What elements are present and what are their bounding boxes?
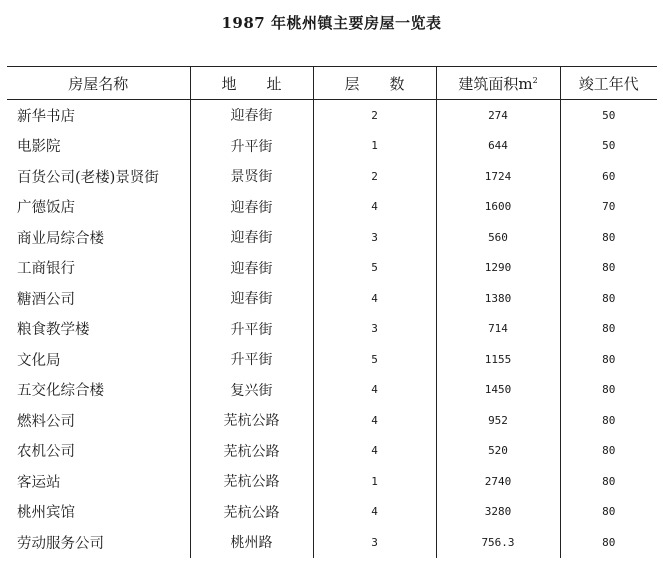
cell-name: 劳动服务公司 [17,535,104,552]
cell-floors: 5 [313,253,436,284]
cell-address: 迎春街 [190,253,313,284]
table-row [7,497,657,528]
header-row [7,67,657,100]
header-area-superscript: 2 [532,75,538,85]
cell-name: 文化局 [17,352,61,369]
table-row [7,375,657,406]
cell-address: 景贤街 [190,161,313,192]
cell-floors: 4 [313,192,436,223]
housing-table [7,66,657,558]
cell-area: 952 [436,405,560,436]
cell-year: 80 [560,283,657,314]
cell-area: 560 [436,222,560,253]
cell-address: 芜杭公路 [190,466,313,497]
header-floors: 层 数 [313,67,436,100]
table-title: 1987 年桃州镇主要房屋一览表 [221,14,442,32]
table-row [7,314,657,345]
cell-floors: 3 [313,222,436,253]
cell-year: 50 [560,131,657,162]
cell-area: 1290 [436,253,560,284]
table-row [7,527,657,558]
cell-year: 80 [560,527,657,558]
cell-area: 644 [436,131,560,162]
cell-name: 桃州宾馆 [17,505,75,522]
cell-area: 1600 [436,192,560,223]
cell-address: 迎春街 [190,192,313,223]
table-row [7,222,657,253]
cell-address: 迎春街 [190,283,313,314]
cell-year: 80 [560,344,657,375]
cell-year: 80 [560,253,657,284]
cell-area: 2740 [436,466,560,497]
cell-address: 升平街 [190,131,313,162]
cell-floors: 4 [313,497,436,528]
table-row [7,161,657,192]
cell-name: 糖酒公司 [17,291,75,308]
cell-name: 电影院 [17,139,61,156]
cell-floors: 3 [313,527,436,558]
cell-address: 桃州路 [190,527,313,558]
cell-address: 复兴街 [190,375,313,406]
cell-name: 粮食教学楼 [17,322,90,339]
cell-year: 50 [560,100,657,131]
cell-floors: 3 [313,314,436,345]
table-row [7,100,657,131]
table-row [7,253,657,284]
header-name: 房屋名称 [7,67,190,100]
cell-floors: 1 [313,466,436,497]
cell-address: 升平街 [190,344,313,375]
cell-floors: 4 [313,436,436,467]
table-row [7,436,657,467]
cell-area: 274 [436,100,560,131]
cell-floors: 2 [313,161,436,192]
header-area [436,67,560,100]
cell-year: 80 [560,222,657,253]
cell-name: 新华书店 [17,108,75,125]
cell-year: 80 [560,497,657,528]
cell-year: 70 [560,192,657,223]
cell-floors: 2 [313,100,436,131]
header-year: 竣工年代 [560,67,657,100]
cell-name: 客运站 [17,474,61,491]
cell-name: 农机公司 [17,444,75,461]
cell-name: 燃料公司 [17,413,75,430]
cell-name: 商业局综合楼 [17,230,104,247]
header-area-label: 建筑面积m [458,74,533,93]
cell-area: 714 [436,314,560,345]
cell-floors: 1 [313,131,436,162]
cell-floors: 5 [313,344,436,375]
cell-address: 升平街 [190,314,313,345]
cell-year: 80 [560,405,657,436]
cell-floors: 4 [313,405,436,436]
cell-address: 迎春街 [190,100,313,131]
table-row [7,192,657,223]
header-address: 地 址 [190,67,313,100]
cell-floors: 4 [313,375,436,406]
cell-area: 1155 [436,344,560,375]
cell-name: 广德饭店 [17,200,75,217]
cell-address: 芜杭公路 [190,405,313,436]
cell-year: 80 [560,314,657,345]
cell-area: 520 [436,436,560,467]
cell-year: 80 [560,436,657,467]
cell-address: 迎春街 [190,222,313,253]
cell-year: 80 [560,375,657,406]
table-row [7,131,657,162]
table-row [7,283,657,314]
cell-floors: 4 [313,283,436,314]
cell-area: 1724 [436,161,560,192]
cell-area: 1450 [436,375,560,406]
cell-name: 工商银行 [17,261,75,278]
cell-name: 五交化综合楼 [17,383,104,400]
cell-year: 60 [560,161,657,192]
cell-year: 80 [560,466,657,497]
cell-area: 1380 [436,283,560,314]
cell-address: 芜杭公路 [190,436,313,467]
cell-address: 芜杭公路 [190,497,313,528]
table-row [7,405,657,436]
table-row [7,344,657,375]
table-row [7,466,657,497]
cell-name: 百货公司(老楼)景贤街 [17,169,159,186]
cell-area: 756.3 [436,527,560,558]
cell-area: 3280 [436,497,560,528]
